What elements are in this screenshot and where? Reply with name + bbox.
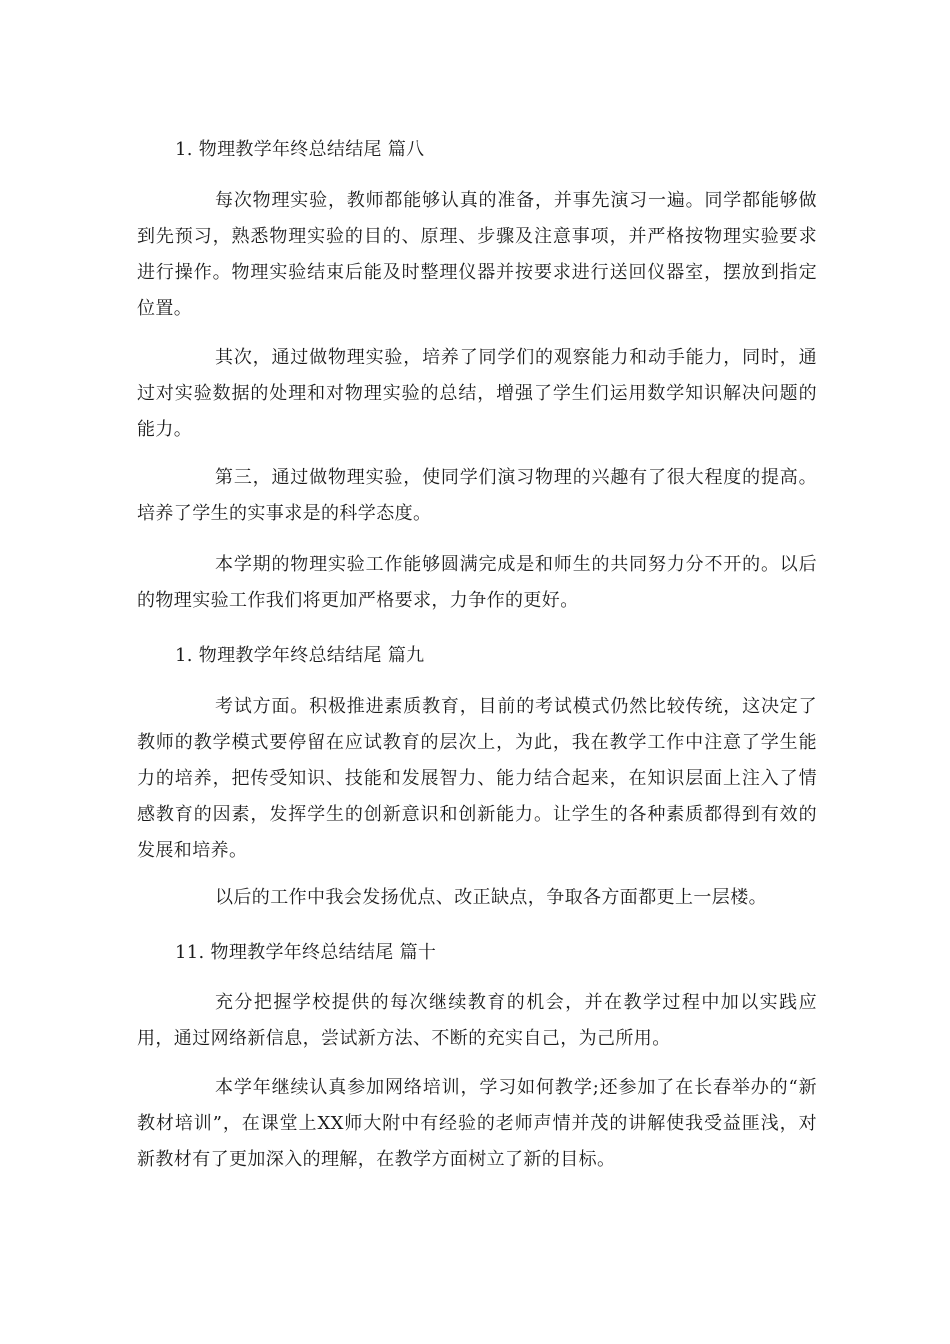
paragraph: 本学年继续认真参加网络培训，学习如何教学;还参加了在长春举办的“新教材培训”，在课堂上XX师大附中有经验的老师声情并茂的讲解使我受益匪浅，对新教材有了更加深入的理解，在教学方面树立了新的目标。 [137, 1077, 817, 1170]
section-heading: 1. 物理教学年终总结结尾 篇九 [175, 645, 425, 666]
section-heading: 1. 物理教学年终总结结尾 篇八 [175, 139, 425, 160]
paragraph: 充分把握学校提供的每次继续教育的机会，并在教学过程中加以实践应用，通过网络新信息，尝试新方法、不断的充实自己，为己所用。 [137, 992, 817, 1049]
paragraph: 本学期的物理实验工作能够圆满完成是和师生的共同努力分不开的。以后的物理实验工作我们将更加严格要求，力争作的更好。 [137, 554, 817, 611]
paragraph: 以后的工作中我会发扬优点、改正缺点，争取各方面都更上一层楼。 [215, 887, 767, 908]
paragraph: 其次，通过做物理实验，培养了同学们的观察能力和动手能力，同时，通过对实验数据的处理和对物理实验的总结，增强了学生们运用数学知识解决问题的能力。 [137, 347, 817, 440]
paragraph: 每次物理实验，教师都能够认真的准备，并事先演习一遍。同学都能够做到先预习，熟悉物理实验的目的、原理、步骤及注意事项，并严格按物理实验要求进行操作。物理实验结束后能及时整理仪器并按要求进行送回仪器室，摆放到指定位置。 [137, 190, 817, 319]
section-heading: 11. 物理教学年终总结结尾 篇十 [175, 942, 437, 963]
paragraph: 考试方面。积极推进素质教育，目前的考试模式仍然比较传统，这决定了教师的教学模式要停留在应试教育的层次上，为此，我在教学工作中注意了学生能力的培养，把传受知识、技能和发展智力、能力结合起来，在知识层面上注入了情感教育的因素，发挥学生的创新意识和创新能力。让学生的各种素质都得到有效的发展和培养。 [137, 696, 817, 861]
paragraph: 第三，通过做物理实验，使同学们演习物理的兴趣有了很大程度的提高。培养了学生的实事求是的科学态度。 [137, 467, 817, 524]
